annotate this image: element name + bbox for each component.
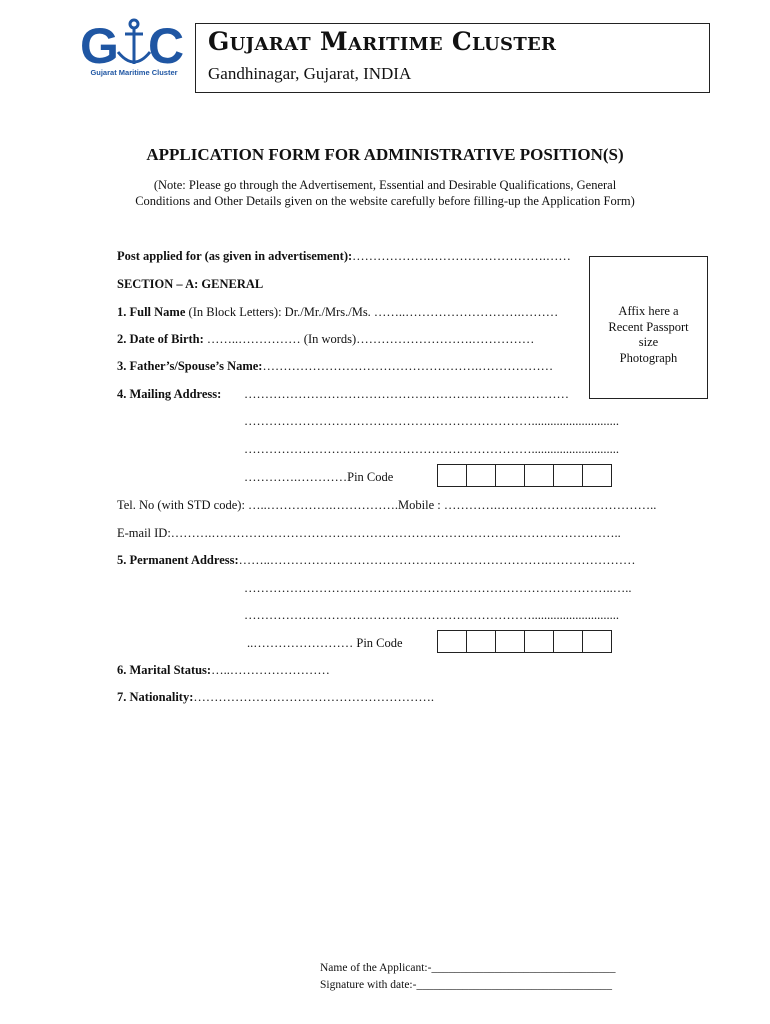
applicant-name-field[interactable]: Name of the Applicant:-________________________________ — [320, 962, 616, 974]
pin-digit-box[interactable] — [437, 630, 467, 653]
nationality-field[interactable]: …………………………………………………. — [193, 690, 435, 704]
full-name-field[interactable]: (In Block Letters): Dr./Mr./Mrs./Ms. ……..……………………….……… — [185, 305, 559, 319]
anchor-logo-icon — [80, 18, 188, 68]
anchor-icon — [118, 20, 150, 64]
logo-caption: Gujarat Maritime Cluster — [90, 68, 178, 77]
photo-box[interactable] — [589, 256, 708, 399]
photo-text-line: size — [638, 335, 659, 349]
photo-text-line: Affix here a — [618, 304, 679, 318]
pin-digit-box[interactable] — [466, 630, 496, 653]
photo-text-line: Photograph — [619, 350, 678, 365]
marital-status-field[interactable]: …..…………………… — [211, 663, 330, 677]
permanent-address-line-2[interactable]: ……………………………………………………………………………..….. — [244, 581, 632, 595]
org-name: Gujarat Maritime Cluster — [208, 27, 557, 56]
mailing-address-line-1[interactable]: …………………………………………………………………… — [244, 387, 569, 401]
full-name-label: 1. Full Name — [117, 305, 186, 319]
post-applied-field[interactable]: ……………….……………………….…… — [352, 249, 571, 263]
pin-digit-box[interactable] — [582, 630, 612, 653]
pin-digit-box[interactable] — [553, 630, 583, 653]
pin-digit-box[interactable] — [466, 464, 496, 487]
father-name-label: 3. Father’s/Spouse’s Name: — [117, 359, 263, 373]
form-title: APPLICATION FORM FOR ADMINISTRATIVE POSITION(S) — [146, 145, 624, 164]
marital-status-label: 6. Marital Status: — [117, 663, 212, 677]
permanent-address-row — [117, 553, 636, 568]
dob-label: 2. Date of Birth: — [117, 332, 204, 346]
org-place: Gandhinagar, Gujarat, INDIA — [208, 64, 412, 83]
pin-digit-box[interactable] — [437, 464, 467, 487]
section-a-heading: SECTION – A: GENERAL — [117, 277, 264, 291]
nationality-label: 7. Nationality: — [117, 690, 194, 704]
permanent-address-label: 5. Permanent Address: — [117, 553, 239, 567]
father-name-field[interactable]: …………………………………………….……………… — [262, 359, 554, 373]
permanent-pin-label: ..…………………… Pin Code — [247, 636, 403, 650]
pin-digit-box[interactable] — [582, 464, 612, 487]
mailing-address-line-2[interactable]: ……………………………………………………………............................ — [244, 414, 619, 428]
mailing-address-line-3[interactable]: ……………………………………………………………............................ — [244, 442, 619, 456]
post-applied-row — [117, 249, 571, 264]
permanent-pin-boxes[interactable] — [437, 630, 612, 653]
note-line-2: Conditions and Other Details given on the website carefully before filling-up the Application Form) — [135, 194, 635, 208]
pin-digit-box[interactable] — [495, 630, 525, 653]
mailing-pin-boxes[interactable] — [437, 464, 612, 487]
permanent-address-line-3[interactable]: ……………………………………………………………............................ — [244, 608, 619, 622]
mailing-address-label: 4. Mailing Address: — [117, 387, 222, 401]
signature-date-field[interactable]: Signature with date:-__________________________________ — [320, 979, 612, 991]
permanent-address-field[interactable]: ……..………………………………………………………….………………… — [238, 553, 636, 567]
pin-digit-box[interactable] — [553, 464, 583, 487]
photo-text-line: Recent Passport — [608, 319, 689, 334]
pin-digit-box[interactable] — [524, 464, 554, 487]
mailing-pin-label: ………….…………Pin Code — [244, 470, 394, 484]
dob-field[interactable]: ……..…………… (In words)……………………….…………… — [203, 332, 535, 346]
header-box — [195, 23, 710, 93]
marital-status-row — [117, 663, 330, 678]
tel-mobile-row[interactable]: Tel. No (with STD code): …..…………….…………….Mobile : ………….………………….…………….. — [117, 498, 657, 512]
dob-row — [117, 332, 534, 347]
post-applied-label: Post applied for (as given in advertisement): — [117, 249, 353, 263]
email-row[interactable]: E-mail ID:……….……………………………………………………………….…………………….. — [117, 526, 621, 540]
gmc-logo — [78, 18, 190, 82]
pin-digit-box[interactable] — [524, 630, 554, 653]
note-line-1: (Note: Please go through the Advertisement, Essential and Desirable Qualifications, General — [153, 178, 617, 192]
father-name-row — [117, 359, 553, 374]
full-name-row — [117, 305, 558, 320]
photo-instructions — [590, 304, 707, 366]
logo-letter-c: C — [148, 18, 185, 68]
nationality-row — [117, 690, 434, 705]
pin-digit-box[interactable] — [495, 464, 525, 487]
logo-letter-g: G — [80, 18, 119, 68]
